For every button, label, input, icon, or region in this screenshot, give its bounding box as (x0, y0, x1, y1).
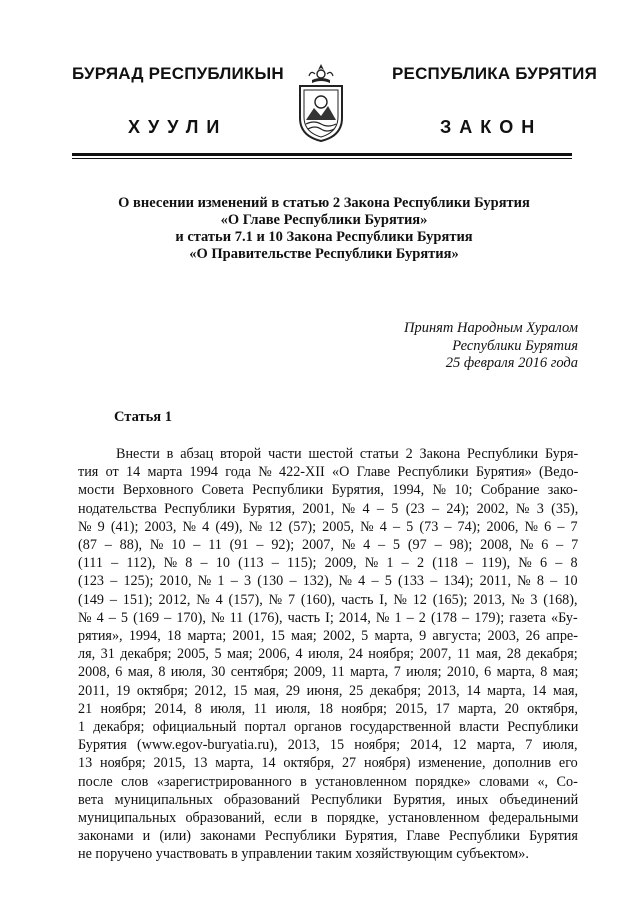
article-line: муниципальных образований, если в порядке, установленном федеральными (78, 810, 579, 827)
article-line: после слов «зарегистрированного в установленном порядке» словами «, Со- (78, 773, 578, 790)
article-line: нодательства Республики Бурятия, 2001, № 4 – 5 (23 – 24); 2002, № 3 (35), (78, 500, 579, 517)
article-line: мости Верховного Совета Республики Бурятия, 1994, № 10; Собрание зако- (78, 482, 578, 499)
article-heading: Статья 1 (114, 409, 172, 425)
article-line: (111 – 112), № 8 – 10 (113 – 115); 2009, № 1 – 2 (118 – 119), № 6 – 8 (78, 555, 578, 572)
law-title (80, 195, 568, 263)
article-line: 13 ноября; 2015, 13 марта, 14 октября, 27 ноября) изменение, дополнив его (78, 755, 578, 772)
article-line: (149 – 151); 2012, № 4 (157), № 7 (160), часть I, № 12 (165); 2013, № 3 (168), (78, 591, 578, 608)
adoption-note (300, 320, 578, 373)
article-line: рятия», 1994, 18 марта; 2001, 15 мая; 2002, 5 марта, 9 августа; 2003, 26 апре- (78, 628, 578, 645)
header-divider-thick (72, 153, 572, 156)
article-line: законами и (или) законами Республики Бурятия, Главе Республики Бурятия (78, 828, 578, 845)
article-line: № 4 – 5 (169 – 170), № 11 (176), часть I; 2014, № 1 – 2 (178 – 179); газета «Бу- (78, 609, 578, 626)
russian-republic-title: РЕСПУБЛИКА БУРЯТИЯ (392, 64, 597, 83)
article-line: 21 ноября; 2014, 8 июля, 11 июля, 18 ноября; 2015, 17 марта, 20 октября, (78, 700, 578, 717)
coat-of-arms-icon (294, 62, 348, 144)
law-title-line: «О Главе Республики Бурятия» (220, 212, 428, 228)
article-line: (123 – 125); 2010, № 1 – 3 (130 – 132), № 4 – 5 (133 – 134); 2011, № 8 – 10 (78, 573, 578, 590)
article-line: Бурятия (www.egov-buryatia.ru), 2013, 15 ноября; 2014, 12 марта, 7 июля, (78, 737, 578, 754)
article-line: 1 декабря; официальный портал органов государственной власти Республики (78, 719, 579, 736)
article-line: вета муниципальных образований Республики Бурятия, иных объединений (78, 791, 579, 808)
law-title-line: О внесении изменений в статью 2 Закона Республики Бурятия (118, 195, 530, 211)
russian-law-label: ЗАКОН (440, 117, 543, 137)
article-line: не поручено участвовать в управлении таким хозяйствующим субъектом». (78, 846, 529, 863)
article-line: 2008, 6 мая, 8 июля, 30 сентября; 2009, 11 марта, 7 июля; 2010, 6 марта, 8 мая; (78, 664, 579, 681)
article-line: Внести в абзац второй части шестой статьи 2 Закона Республики Буря- (116, 446, 579, 462)
article-line: 2011, 19 октября; 2012, 15 мая, 29 июня, 25 декабря; 2013, 14 марта, 14 мая, (78, 682, 579, 699)
article-line: (87 – 88), № 10 – 11 (91 – 92); 2007, № 4 – 5 (97 – 98); 2008, № 6 – 7 (78, 537, 579, 554)
adoption-note-line: Принят Народным Хуралом (403, 320, 578, 336)
article-body (78, 445, 578, 864)
article-line: ля, 31 декабря; 2005, 5 мая; 2006, 4 июля, 24 ноября; 2007, 11 мая, 28 декабря; (78, 646, 578, 663)
article-line: тия от 14 марта 1994 года № 422-XII «О Главе Республики Бурятия» (Ведо- (78, 464, 579, 481)
article-line: № 9 (41); 2003, № 4 (49), № 12 (57); 2005, № 4 – 5 (73 – 74); 2006, № 6 – 7 (78, 518, 578, 535)
adoption-note-line: Республики Бурятия (452, 337, 578, 354)
law-title-line: «О Правительстве Республики Бурятия» (189, 246, 459, 262)
buryat-law-label: ХУУЛИ (128, 117, 228, 137)
law-title-line: и статьи 7.1 и 10 Закона Республики Бурятия (175, 229, 473, 245)
adoption-date: 25 февраля 2016 года (445, 355, 578, 371)
header-divider-thin (72, 158, 572, 159)
buryat-republic-title: БУРЯАД РЕСПУБЛИКЫН (72, 64, 284, 83)
